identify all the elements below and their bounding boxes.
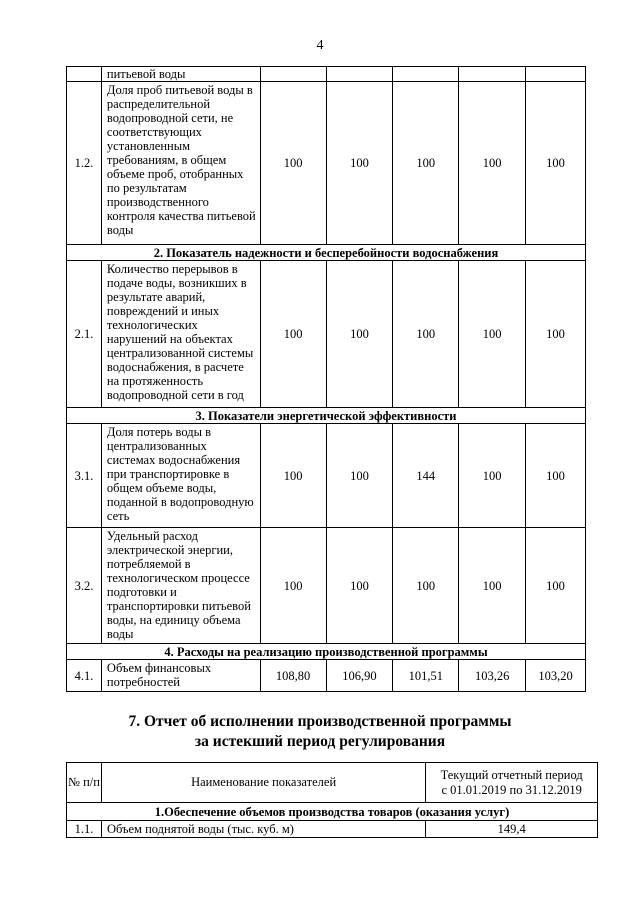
- table-row: [67, 82, 586, 245]
- section-row: [67, 644, 586, 660]
- column-header-number: № п/п: [67, 763, 102, 803]
- value-cell: 100: [260, 82, 326, 245]
- period-line: Текущий отчетный период: [440, 767, 583, 782]
- column-header-name: Наименование показателей: [101, 763, 425, 803]
- row-name: Объем поднятой воды (тыс. куб. м): [101, 821, 425, 838]
- row-name: Доля проб питьевой воды в распределительной водопроводной сети, не соответствующих установленным требованиям, в общем объеме проб, отобранных по результатам производственного контроля качества питьевой воды: [101, 82, 260, 245]
- row-name: питьевой воды: [101, 67, 260, 82]
- value-cell: 100: [526, 528, 586, 644]
- value-cell: 100: [459, 82, 526, 245]
- value-cell: 103,26: [459, 660, 526, 692]
- row-number: 3.1.: [67, 424, 102, 528]
- value-cell: 103,20: [526, 660, 586, 692]
- table-row: [67, 67, 586, 82]
- section-title: 1.Обеспечение объемов производства товаров (оказания услуг): [67, 803, 598, 821]
- value-cell: 100: [526, 424, 586, 528]
- table-row: [67, 660, 586, 692]
- value-cell: 100: [260, 261, 326, 408]
- row-name: Доля потерь воды в централизованных системах водоснабжения при транспортировке в общем объеме воды, поданной в водопроводную сеть: [101, 424, 260, 528]
- value-cell: 100: [326, 82, 393, 245]
- value-cell: 100: [326, 528, 393, 644]
- row-number: 3.2.: [67, 528, 102, 644]
- row-name: Количество перерывов в подаче воды, возникших в результате аварий, повреждений и иных технологических нарушений на объектах централизованной системы водоснабжения, в расчете на протяженность водопроводной сети в год: [101, 261, 260, 408]
- indicators-table: [66, 66, 586, 692]
- heading-line: 7. Отчет об исполнении производственной программы: [128, 713, 512, 730]
- value-cell: 101,51: [393, 660, 459, 692]
- table-row: [67, 261, 586, 408]
- value-cell: 149,4: [426, 821, 598, 838]
- value-cell: 100: [459, 528, 526, 644]
- heading-line: за истекший период регулирования: [194, 733, 446, 750]
- period-dates: с 01.01.2019 по 31.12.2019: [441, 782, 582, 797]
- row-number: 1.2.: [67, 82, 102, 245]
- value-cell: 100: [393, 528, 459, 644]
- table-row: [67, 821, 598, 838]
- row-number: 1.1.: [67, 821, 102, 838]
- row-number: 2.1.: [67, 261, 102, 408]
- value-cell: 106,90: [326, 660, 393, 692]
- section-title: 4. Расходы на реализацию производственной программы: [67, 644, 586, 660]
- value-cell: 100: [459, 424, 526, 528]
- section-title: 2. Показатель надежности и бесперебойности водоснабжения: [67, 245, 586, 261]
- value-cell: 144: [393, 424, 459, 528]
- table-row: [67, 424, 586, 528]
- report-table: [66, 762, 598, 838]
- value-cell: 100: [393, 82, 459, 245]
- section-row: [67, 803, 598, 821]
- header-row: [67, 763, 598, 803]
- section-title: 3. Показатели энергетической эффективности: [67, 408, 586, 424]
- table-row: [67, 528, 586, 644]
- value-cell: 100: [526, 261, 586, 408]
- value-cell: 100: [459, 261, 526, 408]
- column-header-period: [426, 763, 598, 803]
- page-number: 4: [316, 38, 324, 53]
- value-cell: 100: [326, 261, 393, 408]
- value-cell: 108,80: [260, 660, 326, 692]
- value-cell: 100: [526, 82, 586, 245]
- value-cell: 100: [326, 424, 393, 528]
- row-name: Объем финансовых потребностей: [101, 660, 260, 692]
- value-cell: 100: [260, 528, 326, 644]
- row-name: Удельный расход электрической энергии, потребляемой в технологическом процессе подготовки и транспортировки питьевой воды, на единицу объема воды: [101, 528, 260, 644]
- section-row: [67, 245, 586, 261]
- section-heading: [0, 712, 640, 752]
- value-cell: 100: [260, 424, 326, 528]
- value-cell: 100: [393, 261, 459, 408]
- section-row: [67, 408, 586, 424]
- row-number: 4.1.: [67, 660, 102, 692]
